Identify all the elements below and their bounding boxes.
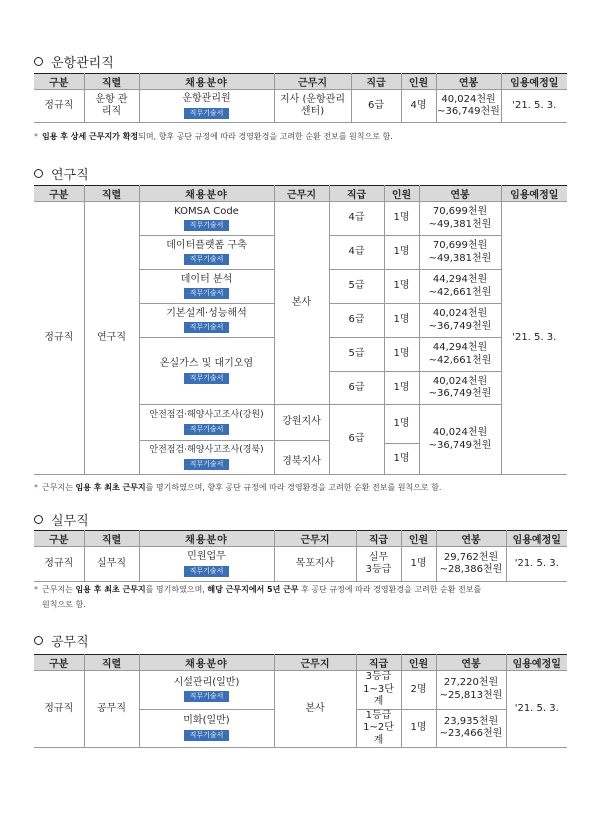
date-cell: '21. 5. 3. [506,671,567,748]
salary-cell: 70,699천원 ~49,381천원 [419,236,501,270]
count-cell: 1명 [401,709,436,748]
header-salary: 연봉 [436,655,506,671]
grade-cell: 1등급 1~2단계 [356,709,401,748]
salary-cell: 23,935천원 ~23,466천원 [436,709,506,748]
header-grade: 직급 [351,74,401,90]
count-cell: 1명 [384,236,419,270]
table-practical [34,530,567,582]
job-description-badge[interactable]: 직무기술서 [184,254,230,265]
series-cell: 실무직 [84,547,139,582]
field-cell: 민원업무 직무기술서 [139,547,274,582]
place-cell: 본사 [274,202,329,405]
header-date: 임용예정일 [501,74,567,90]
job-description-badge[interactable]: 직무기술서 [184,459,230,470]
header-salary: 연봉 [436,531,506,547]
header-place: 근무지 [274,531,356,547]
header-count: 인원 [401,74,436,90]
grade-cell: 4급 [329,202,384,236]
header-salary: 연봉 [419,186,501,202]
grade-cell: 실무 3등급 [356,547,401,582]
note-practical: * 근무지는 임용 후 최초 근무지를 명기하였으며, 해당 근무지에서 5년 근무 후 공단 규정에 따라 경영환경을 고려한 순환 전보를 원칙으로 함. [34,585,482,609]
header-count: 인원 [384,186,419,202]
place-cell: 지사 (운항관리센터) [274,90,351,123]
job-description-badge[interactable]: 직무기술서 [184,373,230,384]
header-field: 채용분야 [139,186,274,202]
note-operation: * 임용 후 상세 근무지가 확정되며, 향후 공단 규정에 따라 경영환경을 고려한 순환 전보를 원칙으로 함. [34,132,393,141]
salary-cell: 40,024천원 ~36,749천원 [419,304,501,338]
salary-cell: 40,024천원 ~36,749천원 [419,405,501,475]
type-cell: 정규직 [34,90,84,123]
field-cell: 안전점검·해양사고조사(강원) 직무기술서 [139,405,274,441]
header-date: 임용예정일 [506,655,567,671]
header-series: 직렬 [84,531,139,547]
place-cell: 목포지사 [274,547,356,582]
field-cell: 시설관리(일반) 직무기술서 [139,671,274,710]
salary-cell: 44,294천원 ~42,661천원 [419,270,501,304]
salary-cell: 29,762천원 ~28,386천원 [436,547,506,582]
circle-bullet-icon [34,57,43,66]
series-cell: 공무직 [84,671,139,748]
section-title-operation: 운항관리직 [34,52,114,71]
job-description-badge[interactable]: 직무기술서 [184,108,230,119]
count-cell: 1명 [384,338,419,372]
count-cell: 1명 [384,270,419,304]
field-cell: 미화(일반) 직무기술서 [139,709,274,748]
header-field: 채용분야 [139,655,274,671]
field-cell: 운항관리원 직무기술서 [139,90,274,123]
header-date: 임용예정일 [506,531,567,547]
job-description-badge[interactable]: 직무기술서 [184,424,230,435]
count-cell: 1명 [384,405,419,444]
grade-cell: 5급 [329,270,384,304]
count-cell: 1명 [384,202,419,236]
type-cell: 정규직 [34,202,84,475]
field-cell: 데이터 분석 직무기술서 [139,270,274,304]
salary-cell: 40,024천원 ~36,749천원 [419,372,501,405]
job-description-badge[interactable]: 직무기술서 [184,220,230,231]
header-grade: 직급 [356,531,401,547]
series-cell: 연구직 [84,202,139,475]
table-operation [34,73,567,123]
header-field: 채용분야 [139,531,274,547]
count-cell: 1명 [401,547,436,582]
salary-cell: 44,294천원 ~42,661천원 [419,338,501,372]
header-grade: 직급 [356,655,401,671]
count-cell: 1명 [384,372,419,405]
table-header-row [34,655,567,671]
field-cell: 온실가스 및 대기오염 직무기술서 [139,338,274,405]
header-field: 채용분야 [139,74,274,90]
count-cell: 1명 [384,444,419,475]
header-date: 임용예정일 [501,186,567,202]
circle-bullet-icon [34,636,43,645]
job-description-badge[interactable]: 직무기술서 [184,322,230,333]
header-grade: 직급 [329,186,384,202]
grade-cell: 6급 [329,304,384,338]
date-cell: '21. 5. 3. [501,202,567,475]
job-description-badge[interactable]: 직무기술서 [184,566,230,577]
table-row [34,202,567,236]
section-title-practical: 실무직 [34,510,89,529]
header-type: 구분 [34,186,84,202]
table-header-row [34,186,567,202]
date-cell: '21. 5. 3. [501,90,567,123]
header-type: 구분 [34,74,84,90]
place-cell: 경북지사 [274,441,329,475]
grade-cell: 4급 [329,236,384,270]
header-count: 인원 [401,655,436,671]
note-research: * 근무지는 임용 후 최초 근무지를 명기하였으며, 향후 공단 규정에 따라 경영환경을 고려한 순환 전보를 원칙으로 함. [34,483,442,492]
count-cell: 2명 [401,671,436,710]
field-cell: 안전점검·해양사고조사(경북) 직무기술서 [139,441,274,475]
salary-cell: 27,220천원 ~25,813천원 [436,671,506,710]
job-description-badge[interactable]: 직무기술서 [184,691,230,702]
type-cell: 정규직 [34,671,84,748]
salary-cell: 70,699천원 ~49,381천원 [419,202,501,236]
count-cell: 1명 [384,304,419,338]
table-row [34,90,567,123]
grade-cell: 6급 [329,405,384,475]
header-place: 근무지 [274,74,351,90]
field-cell: 기본설계·성능해석 직무기술서 [139,304,274,338]
section-title-public: 공무직 [34,631,89,650]
grade-cell: 6급 [351,90,401,123]
place-cell: 본사 [274,671,356,748]
job-description-badge[interactable]: 직무기술서 [184,730,230,741]
grade-cell: 3등급 1~3단계 [356,671,401,710]
job-description-badge[interactable]: 직무기술서 [184,288,230,299]
header-salary: 연봉 [436,74,501,90]
header-type: 구분 [34,531,84,547]
table-row [34,671,567,710]
table-header-row [34,531,567,547]
date-cell: '21. 5. 3. [506,547,567,582]
field-cell: 데이터플랫폼 구축 직무기술서 [139,236,274,270]
header-place: 근무지 [274,186,329,202]
salary-cell: 40,024천원 ~36,749천원 [436,90,501,123]
grade-cell: 6급 [329,372,384,405]
header-place: 근무지 [274,655,356,671]
circle-bullet-icon [34,515,43,524]
header-count: 인원 [401,531,436,547]
header-series: 직렬 [84,655,139,671]
table-header-row [34,74,567,90]
type-cell: 정규직 [34,547,84,582]
table-row [34,547,567,582]
series-cell: 운항 관리직 [84,90,139,123]
field-cell: KOMSA Code 직무기술서 [139,202,274,236]
count-cell: 4명 [401,90,436,123]
header-type: 구분 [34,655,84,671]
table-research [34,185,567,475]
header-series: 직렬 [84,74,139,90]
grade-cell: 5급 [329,338,384,372]
place-cell: 강원지사 [274,405,329,441]
circle-bullet-icon [34,169,43,178]
header-series: 직렬 [84,186,139,202]
section-title-research: 연구직 [34,164,89,183]
table-public [34,654,567,748]
